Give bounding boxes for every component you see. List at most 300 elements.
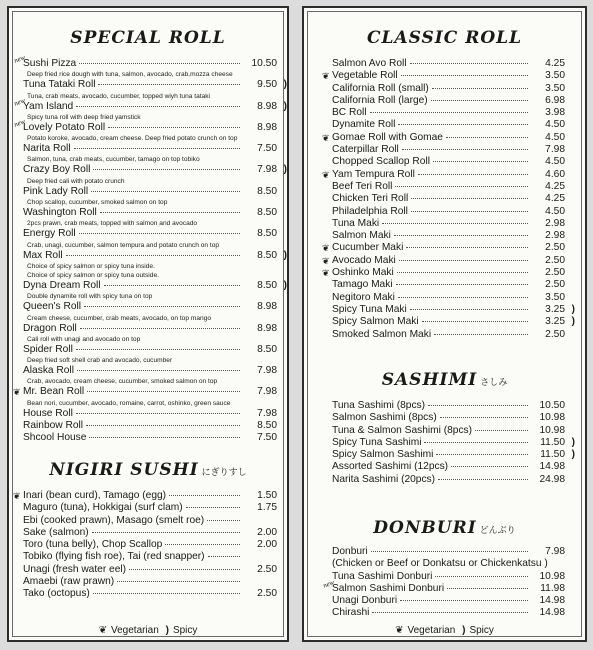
menu-item-description: Crab, unagi, cucumber, salmon tempura and potato crunch on top xyxy=(27,241,220,249)
menu-item xyxy=(332,95,565,107)
chili-icon: ) xyxy=(165,625,169,636)
dot-leader xyxy=(372,612,528,613)
dot-leader xyxy=(169,495,240,496)
menu-item xyxy=(23,527,277,539)
menu-item-name: House Roll xyxy=(23,407,73,419)
classic-roll-title: CLASSIC ROLL xyxy=(366,28,523,48)
menu-item-name: Energy Roll xyxy=(23,228,76,240)
menu-item-name: Tako (octopus) xyxy=(23,588,90,600)
menu-item xyxy=(332,607,565,619)
menu-item-price: 1.50 xyxy=(257,490,277,501)
dot-leader xyxy=(434,334,528,335)
leaf-icon: ❦ xyxy=(13,387,21,398)
menu-item xyxy=(23,207,277,219)
menu-item-price: 8.50 xyxy=(257,207,277,219)
menu-item-price: 24.98 xyxy=(539,473,565,485)
menu-item-price: 7.98 xyxy=(257,386,277,398)
dot-leader xyxy=(370,112,528,113)
menu-item-name: Lovely Potato Roll xyxy=(23,121,106,133)
chili-icon: ) xyxy=(283,100,287,112)
menu-item xyxy=(23,502,277,514)
menu-item-price: 11.50 xyxy=(540,436,565,448)
dot-leader xyxy=(399,260,528,261)
menu-item-price: 2.50 xyxy=(545,328,565,340)
dot-leader xyxy=(395,186,528,187)
menu-item-description: 2pcs prawn, crab meats, topped with salmon and avocado xyxy=(27,220,198,228)
dot-leader xyxy=(93,169,240,170)
menu-item-name: Crazy Boy Roll xyxy=(23,164,91,176)
dot-leader xyxy=(446,137,528,138)
menu-item-price: 7.98 xyxy=(545,546,565,557)
legend-left xyxy=(9,625,287,636)
legend-spicy: Spicy xyxy=(172,625,198,636)
menu-item-name: California Roll (small) xyxy=(332,82,429,94)
menu-item xyxy=(23,420,277,432)
menu-item-name: Tobiko (flying fish roe), Tai (red snapper) xyxy=(23,551,205,563)
dot-leader xyxy=(431,100,528,101)
menu-item-price: 8.98 xyxy=(257,121,277,133)
menu-item xyxy=(23,249,287,262)
dot-leader xyxy=(84,306,240,307)
menu-item-name: Spicy Salmon Maki xyxy=(332,316,419,328)
menu-item xyxy=(23,539,277,551)
dot-leader xyxy=(207,520,240,521)
menu-item xyxy=(332,292,565,304)
dot-leader xyxy=(438,479,528,480)
menu-item-price: 2.50 xyxy=(257,563,277,575)
menu-item-price: 8.50 xyxy=(257,279,277,291)
menu-item-price: 11.98 xyxy=(540,582,565,594)
menu-item-price: 10.98 xyxy=(539,570,565,582)
menu-item xyxy=(23,344,277,356)
menu-item xyxy=(332,474,565,486)
dot-leader xyxy=(371,551,528,552)
new-badge: new xyxy=(12,95,27,108)
chili-icon: ) xyxy=(283,279,287,291)
menu-item-price: 8.50 xyxy=(257,343,277,355)
leaf-icon: ❦ xyxy=(13,491,21,501)
menu-item-name: Unagi Donburi xyxy=(332,595,398,607)
menu-item-price: 7.98 xyxy=(257,365,277,377)
dot-leader xyxy=(87,391,240,392)
menu-item-name: Cucumber Maki xyxy=(332,242,404,254)
dot-leader xyxy=(76,413,240,414)
menu-item xyxy=(322,168,565,181)
menu-item-name: Dynamite Roll xyxy=(332,119,396,131)
menu-item-name: Spicy Salmon Sashimi xyxy=(332,449,434,461)
chili-icon: ) xyxy=(571,436,575,448)
menu-item-price: 10.98 xyxy=(539,412,565,424)
dot-leader xyxy=(79,233,240,234)
dot-leader xyxy=(406,247,528,248)
menu-item xyxy=(332,461,565,473)
menu-item xyxy=(322,131,565,144)
dot-leader xyxy=(382,223,528,224)
menu-item-price: 9.50 xyxy=(257,79,277,91)
menu-item-name: Smoked Salmon Maki xyxy=(332,328,432,340)
dot-leader xyxy=(428,405,528,406)
dot-leader xyxy=(76,349,240,350)
menu-item xyxy=(332,425,565,437)
menu-item-name: Amaebi (raw prawn) xyxy=(23,576,115,588)
menu-item-price: 4.25 xyxy=(545,193,565,205)
menu-item xyxy=(13,386,277,398)
menu-item-name: Sake (salmon) xyxy=(23,526,89,538)
special-roll-list xyxy=(12,53,287,445)
menu-item xyxy=(23,143,277,155)
menu-item-name: Donburi xyxy=(332,546,368,557)
menu-item-description: Deep fried rice dough with tuna, salmon, avocado, crab,mozza cheese xyxy=(27,71,233,79)
leaf-icon: ❦ xyxy=(395,625,404,636)
menu-item xyxy=(332,303,575,316)
dot-leader xyxy=(104,285,240,286)
menu-item-price: 4.50 xyxy=(545,119,565,131)
leaf-icon: ❦ xyxy=(322,243,330,254)
menu-item-price: 4.50 xyxy=(545,131,565,143)
menu-item xyxy=(332,218,565,230)
menu-item-name: Pink Lady Roll xyxy=(23,185,89,197)
dot-leader xyxy=(401,75,528,76)
menu-item-name: Dyna Dream Roll xyxy=(23,279,101,291)
menu-item-price: 4.25 xyxy=(545,180,565,192)
menu-item-name: Beef Teri Roll xyxy=(332,180,393,192)
menu-item xyxy=(322,70,565,82)
dot-leader xyxy=(91,191,240,192)
menu-item-name: Tuna Sashimi Donburi xyxy=(332,570,433,582)
new-badge: new xyxy=(12,53,27,65)
menu-item xyxy=(332,329,565,341)
menu-item-name: Spider Roll xyxy=(23,343,73,355)
menu-item-price: 6.98 xyxy=(545,94,565,106)
menu-item-name: Tuna Maki xyxy=(332,217,380,229)
menu-item-price: 7.98 xyxy=(257,164,277,176)
menu-item xyxy=(332,181,565,193)
menu-item-name: Salmon Sashimi Donburi xyxy=(332,582,445,594)
chili-icon: ) xyxy=(462,625,466,636)
menu-item-description: Deep fried soft shell crab and avocado, cucumber xyxy=(27,357,173,365)
menu-item-name: Spicy Tuna Sashimi xyxy=(332,436,422,448)
new-badge: new xyxy=(321,578,336,590)
menu-item xyxy=(332,206,565,218)
special-roll-title: SPECIAL ROLL xyxy=(70,28,226,48)
nigiri-sushi-title: NIGIRI SUSHI にぎりすし xyxy=(49,460,247,480)
legend-right xyxy=(304,625,585,636)
menu-item-name: Alaska Roll xyxy=(23,365,74,377)
chili-icon: ) xyxy=(283,249,287,261)
menu-item-price: 8.98 xyxy=(257,100,277,112)
menu-item-price: 7.50 xyxy=(257,143,277,155)
menu-item-name: Narita Roll xyxy=(23,143,71,155)
menu-item-price: 2.00 xyxy=(257,539,277,551)
dot-leader xyxy=(396,284,528,285)
dot-leader xyxy=(394,235,528,236)
menu-item-name: BC Roll xyxy=(332,107,367,119)
dot-leader xyxy=(86,425,240,426)
menu-item xyxy=(23,164,287,176)
classic-roll-list xyxy=(322,58,575,341)
menu-item xyxy=(322,267,565,279)
leaf-icon: ❦ xyxy=(322,268,330,279)
menu-item-price: 8.98 xyxy=(257,301,277,313)
dot-leader xyxy=(108,127,240,128)
menu-item-description: Salmon, tuna, crab meats, cucumber, tamago on top tobiko xyxy=(27,156,200,164)
menu-item-name: Salmon Maki xyxy=(332,230,391,242)
menu-item-name: Philadelphia Roll xyxy=(332,205,408,217)
menu-item xyxy=(23,228,277,240)
menu-item xyxy=(23,279,287,292)
menu-item xyxy=(332,119,565,131)
menu-item xyxy=(23,588,277,600)
dot-leader xyxy=(77,370,240,371)
menu-item-price: 10.50 xyxy=(539,400,565,411)
menu-item-name: Oshinko Maki xyxy=(332,267,394,279)
menu-item xyxy=(23,79,287,91)
menu-item xyxy=(332,400,565,412)
dot-leader xyxy=(79,63,240,64)
menu-item-name: Mr. Bean Roll xyxy=(23,386,85,398)
sashimi-title: SASHIMI さしみ xyxy=(381,370,508,390)
menu-item xyxy=(13,490,277,502)
menu-item-name: Narita Sashimi (20pcs) xyxy=(332,473,436,485)
dot-leader xyxy=(74,148,240,149)
menu-item-name: Rainbow Roll xyxy=(23,420,84,432)
menu-item-price: 1.75 xyxy=(257,502,277,514)
dot-leader xyxy=(440,417,528,418)
menu-item-description: Choice of spicy salmon or spicy tuna outside. xyxy=(27,271,159,279)
left-menu-panel xyxy=(7,6,289,642)
menu-item-price: 8.98 xyxy=(257,322,277,334)
dot-leader xyxy=(475,430,528,431)
menu-item-price: 11.50 xyxy=(540,449,565,461)
menu-item-name: Salmon Avo Roll xyxy=(332,58,407,69)
legend-vegetarian: Vegetarian xyxy=(407,625,456,636)
menu-item-price: 8.50 xyxy=(257,249,277,261)
dot-leader xyxy=(432,88,528,89)
menu-item-name: Toro (tuna belly), Chop Scallop xyxy=(23,539,163,551)
menu-item-price: 3.25 xyxy=(545,316,565,328)
menu-item-price: 2.50 xyxy=(545,267,565,279)
menu-item-description: Potato koroke, avocado, cream cheese. Deep fried potato crunch on top xyxy=(27,135,238,143)
menu-item xyxy=(23,408,277,420)
menu-item-description: Bean nori, cucumber, avocado, romaine, carrot, oshinko, green sauce xyxy=(27,399,231,407)
dot-leader xyxy=(411,198,528,199)
dot-leader xyxy=(433,161,528,162)
menu-item xyxy=(332,558,565,570)
menu-item xyxy=(332,83,565,95)
chili-icon: ) xyxy=(571,316,575,328)
menu-item-description: Deep fried cali with potato crunch xyxy=(27,177,125,185)
menu-item-price: 2.50 xyxy=(545,242,565,254)
menu-item-price: 4.60 xyxy=(545,168,565,180)
menu-item-price: 3.50 xyxy=(545,82,565,94)
menu-item-name: Tamago Maki xyxy=(332,279,393,291)
menu-item-name: Yam Tempura Roll xyxy=(332,168,415,180)
dot-leader xyxy=(66,255,240,256)
menu-item-name: Gomae Roll with Gomae xyxy=(332,131,443,143)
menu-item xyxy=(23,576,277,588)
leaf-icon: ❦ xyxy=(322,132,330,143)
menu-item-name: (Chicken or Beef or Donkatsu or Chickenkatsu ) xyxy=(332,558,548,570)
menu-item-price: 7.98 xyxy=(545,144,565,156)
dot-leader xyxy=(93,593,240,594)
sashimi-list xyxy=(332,400,575,486)
menu-item-description: Cream cheese, cucumber, crab meats, avocado, on top mango xyxy=(27,314,211,322)
menu-item-price: 8.50 xyxy=(257,420,277,432)
menu-item-price: 2.50 xyxy=(545,254,565,266)
dot-leader xyxy=(400,600,528,601)
dot-leader xyxy=(398,124,528,125)
menu-item xyxy=(23,551,277,563)
menu-item-price: 2.98 xyxy=(545,230,565,242)
menu-item-name: Avocado Maki xyxy=(332,254,396,266)
menu-item-name: California Roll (large) xyxy=(332,94,428,106)
nigiri-list xyxy=(13,490,277,601)
menu-item xyxy=(332,107,565,119)
menu-item-name: Chopped Scallop Roll xyxy=(332,156,430,168)
menu-item-description: Cali roll with unagi and avocado on top xyxy=(27,335,141,343)
menu-item xyxy=(23,365,277,377)
menu-item-name: Max Roll xyxy=(23,249,63,261)
menu-item-price: 8.50 xyxy=(257,228,277,240)
menu-item-price: 4.50 xyxy=(545,205,565,217)
menu-item-price: 4.25 xyxy=(545,58,565,69)
dot-leader xyxy=(129,569,240,570)
dot-leader xyxy=(447,588,528,589)
menu-item-name: Shcool House xyxy=(23,432,87,444)
menu-item-name: Caterpillar Roll xyxy=(332,144,399,156)
menu-item-price: 3.50 xyxy=(545,291,565,303)
dot-leader xyxy=(92,532,240,533)
menu-item xyxy=(332,571,565,583)
menu-item-name: Tuna Tataki Roll xyxy=(23,79,96,91)
menu-item-name: Ebi (cooked prawn), Masago (smelt roe) xyxy=(23,514,205,526)
dot-leader xyxy=(424,442,528,443)
dot-leader xyxy=(165,544,240,545)
menu-item-name: Dragon Roll xyxy=(23,322,77,334)
menu-item-price: 2.50 xyxy=(257,588,277,600)
menu-item-description: Double dynamite roll with spicy tuna on top xyxy=(27,293,153,301)
menu-item-price: 3.98 xyxy=(545,107,565,119)
menu-item xyxy=(332,412,565,424)
dot-leader xyxy=(98,84,240,85)
new-badge: new xyxy=(12,117,27,129)
menu-item xyxy=(332,595,565,607)
dot-leader xyxy=(208,556,240,557)
menu-item xyxy=(322,254,565,267)
menu-item-name: Assorted Sashimi (12pcs) xyxy=(332,461,449,473)
menu-item-name: Yam Island xyxy=(23,100,74,112)
menu-item-price: 2.00 xyxy=(257,526,277,538)
menu-item xyxy=(332,156,565,168)
dot-leader xyxy=(80,328,240,329)
dot-leader xyxy=(435,576,528,577)
dot-leader xyxy=(76,106,240,107)
dot-leader xyxy=(451,466,528,467)
menu-item-name: Washington Roll xyxy=(23,207,97,219)
menu-item-name: Negitoro Maki xyxy=(332,291,395,303)
menu-item-price: 14.98 xyxy=(539,607,565,619)
chili-icon: ) xyxy=(283,79,287,91)
menu-item xyxy=(322,242,565,254)
menu-item-name: Chicken Teri Roll xyxy=(332,193,409,205)
menu-item-price: 10.50 xyxy=(251,58,277,69)
menu-item-name: Inari (bean curd), Tamago (egg) xyxy=(23,490,167,501)
menu-item xyxy=(12,53,277,70)
dot-leader xyxy=(397,272,528,273)
leaf-icon: ❦ xyxy=(322,255,330,266)
menu-item-name: Maguro (tuna), Hokkigai (surf clam) xyxy=(23,502,183,514)
menu-item-price: 8.50 xyxy=(257,185,277,197)
menu-item xyxy=(23,564,277,576)
menu-item-description: Spicy tuna roll with deep fried yamstick xyxy=(27,113,141,121)
dot-leader xyxy=(422,321,528,322)
dot-leader xyxy=(436,454,528,455)
menu-item xyxy=(23,323,277,335)
menu-item xyxy=(332,144,565,156)
leaf-icon: ❦ xyxy=(322,71,330,82)
menu-item-price: 14.98 xyxy=(539,461,565,473)
menu-item-description: Crab, avocado, cream cheese, cucumber, smoked salmon on top xyxy=(27,378,218,386)
dot-leader xyxy=(117,581,240,582)
leaf-icon: ❦ xyxy=(98,625,107,636)
menu-item xyxy=(332,546,565,558)
dot-leader xyxy=(89,437,240,438)
dot-leader xyxy=(402,149,528,150)
chili-icon: ) xyxy=(571,449,575,461)
menu-item-name: Tuna & Salmon Sashimi (8pcs) xyxy=(332,424,473,436)
menu-item-price: 7.98 xyxy=(257,407,277,419)
dot-leader xyxy=(418,174,528,175)
dot-leader xyxy=(410,309,528,310)
leaf-icon: ❦ xyxy=(322,169,330,180)
chili-icon: ) xyxy=(283,164,287,176)
menu-item xyxy=(23,186,277,198)
menu-item xyxy=(23,301,277,313)
menu-item-name: Spicy Tuna Maki xyxy=(332,303,407,315)
menu-item xyxy=(332,193,565,205)
right-menu-panel xyxy=(302,6,587,642)
menu-item-price: 7.50 xyxy=(257,432,277,444)
menu-item-name: Unagi (fresh water eel) xyxy=(23,563,127,575)
menu-item-price: 3.25 xyxy=(545,303,565,315)
menu-item-name: Salmon Sashimi (8pcs) xyxy=(332,412,437,424)
dot-leader xyxy=(411,211,528,212)
menu-item xyxy=(332,316,575,328)
menu-item-price: 2.50 xyxy=(545,279,565,291)
menu-item-price: 10.98 xyxy=(539,424,565,436)
menu-item-description: Tuna, crab meats, avocado, cucumber, topped wiyh tuna tataki xyxy=(27,92,211,100)
menu-item-price: 4.50 xyxy=(545,156,565,168)
dot-leader xyxy=(100,212,240,213)
menu-item-name: Sushi Pizza xyxy=(23,58,77,69)
menu-item-price: 2.98 xyxy=(545,217,565,229)
donburi-title: DONBURI どんぶり xyxy=(373,518,516,538)
menu-item xyxy=(332,436,575,449)
menu-item xyxy=(23,432,277,444)
dot-leader xyxy=(186,507,240,508)
menu-item xyxy=(332,58,565,70)
menu-item-name: Tuna Sashimi (8pcs) xyxy=(332,400,426,411)
menu-item xyxy=(332,230,565,242)
menu-item xyxy=(332,279,565,291)
menu-item xyxy=(23,515,277,527)
menu-item-name: Vegetable Roll xyxy=(332,70,398,82)
dot-leader xyxy=(410,63,528,64)
menu-item-price: 14.98 xyxy=(539,595,565,607)
menu-item-description: Choice of spicy salmon or spicy tuna inside. xyxy=(27,262,155,270)
menu-item xyxy=(332,449,575,461)
legend-spicy: Spicy xyxy=(469,625,494,636)
